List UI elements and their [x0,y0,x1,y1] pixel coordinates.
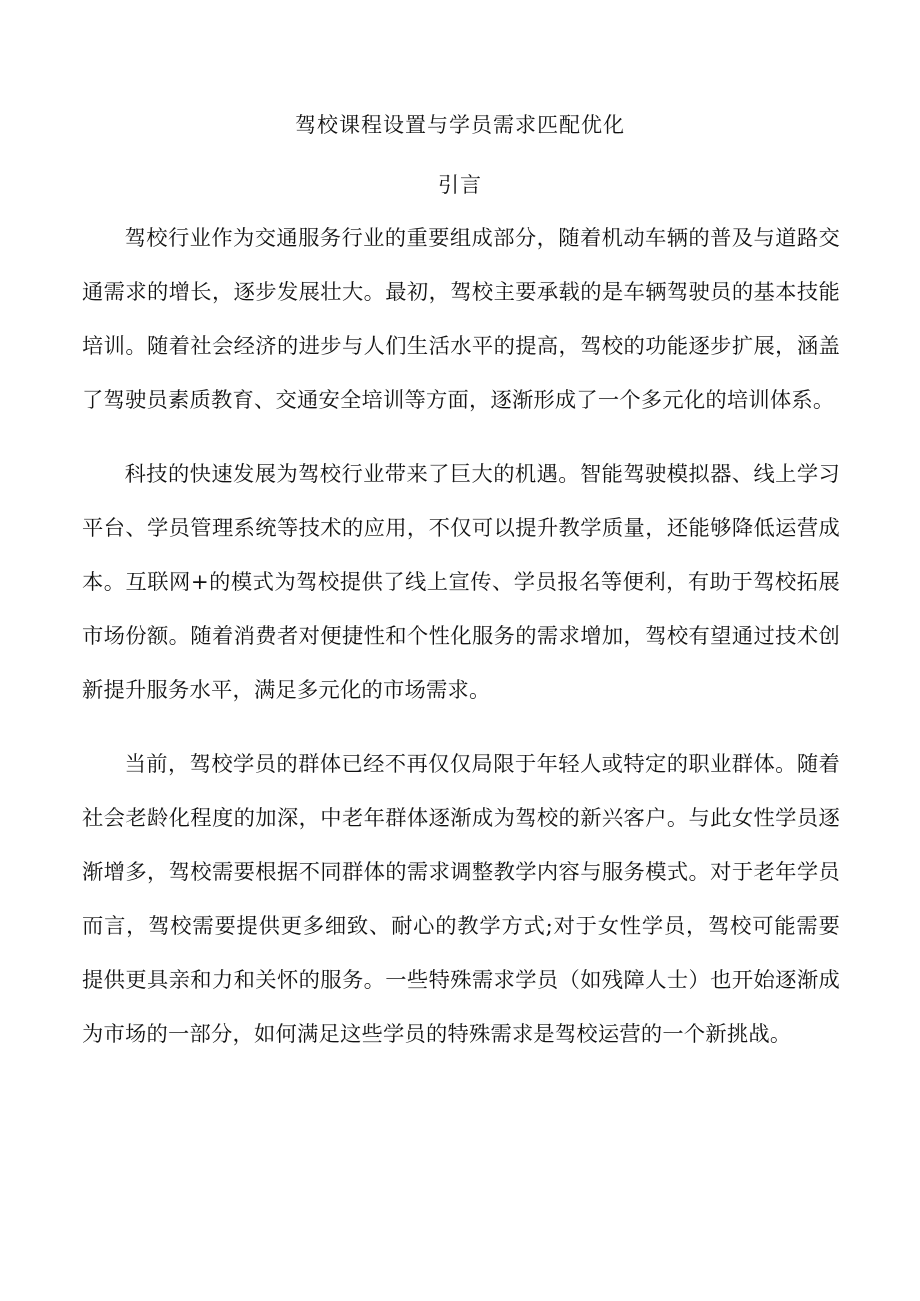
document-body [82,212,840,1082]
paragraph-3: 当前，驾校学员的群体已经不再仅仅局限于年轻人或特定的职业群体。随着社会老龄化程度的加深，中老年群体逐渐成为驾校的新兴客户。与此女性学员逐渐增多，驾校需要根据不同群体的需求调整教学内容与服务模式。对于老年学员而言，驾校需要提供更多细致、耐心的教学方式;对于女性学员，驾校可能需要提供更具亲和力和关怀的服务。一些特殊需求学员（如残障人士）也开始逐渐成为市场的一部分，如何满足这些学员的特殊需求是驾校运营的一个新挑战。 [82,752,840,1047]
paragraph-1: 驾校行业作为交通服务行业的重要组成部分，随着机动车辆的普及与道路交通需求的增长，逐步发展壮大。最初，驾校主要承载的是车辆驾驶员的基本技能培训。随着社会经济的进步与人们生活水平的提高，驾校的功能逐步扩展，涵盖了驾驶员素质教育、交通安全培训等方面，逐渐形成了一个多元化的培训体系。 [82,226,840,413]
section-heading-introduction: 引言 [438,173,482,197]
document-title: 驾校课程设置与学员需求匹配优化 [295,113,625,137]
paragraph-2: 科技的快速发展为驾校行业带来了巨大的机遇。智能驾驶模拟器、线上学习平台、学员管理系统等技术的应用，不仅可以提升教学质量，还能够降低运营成本。互联网+的模式为驾校提供了线上宣传、学员报名等便利，有助于驾校拓展市场份额。随着消费者对便捷性和个性化服务的需求增加，驾校有望通过技术创新提升服务水平，满足多元化的市场需求。 [82,462,840,703]
